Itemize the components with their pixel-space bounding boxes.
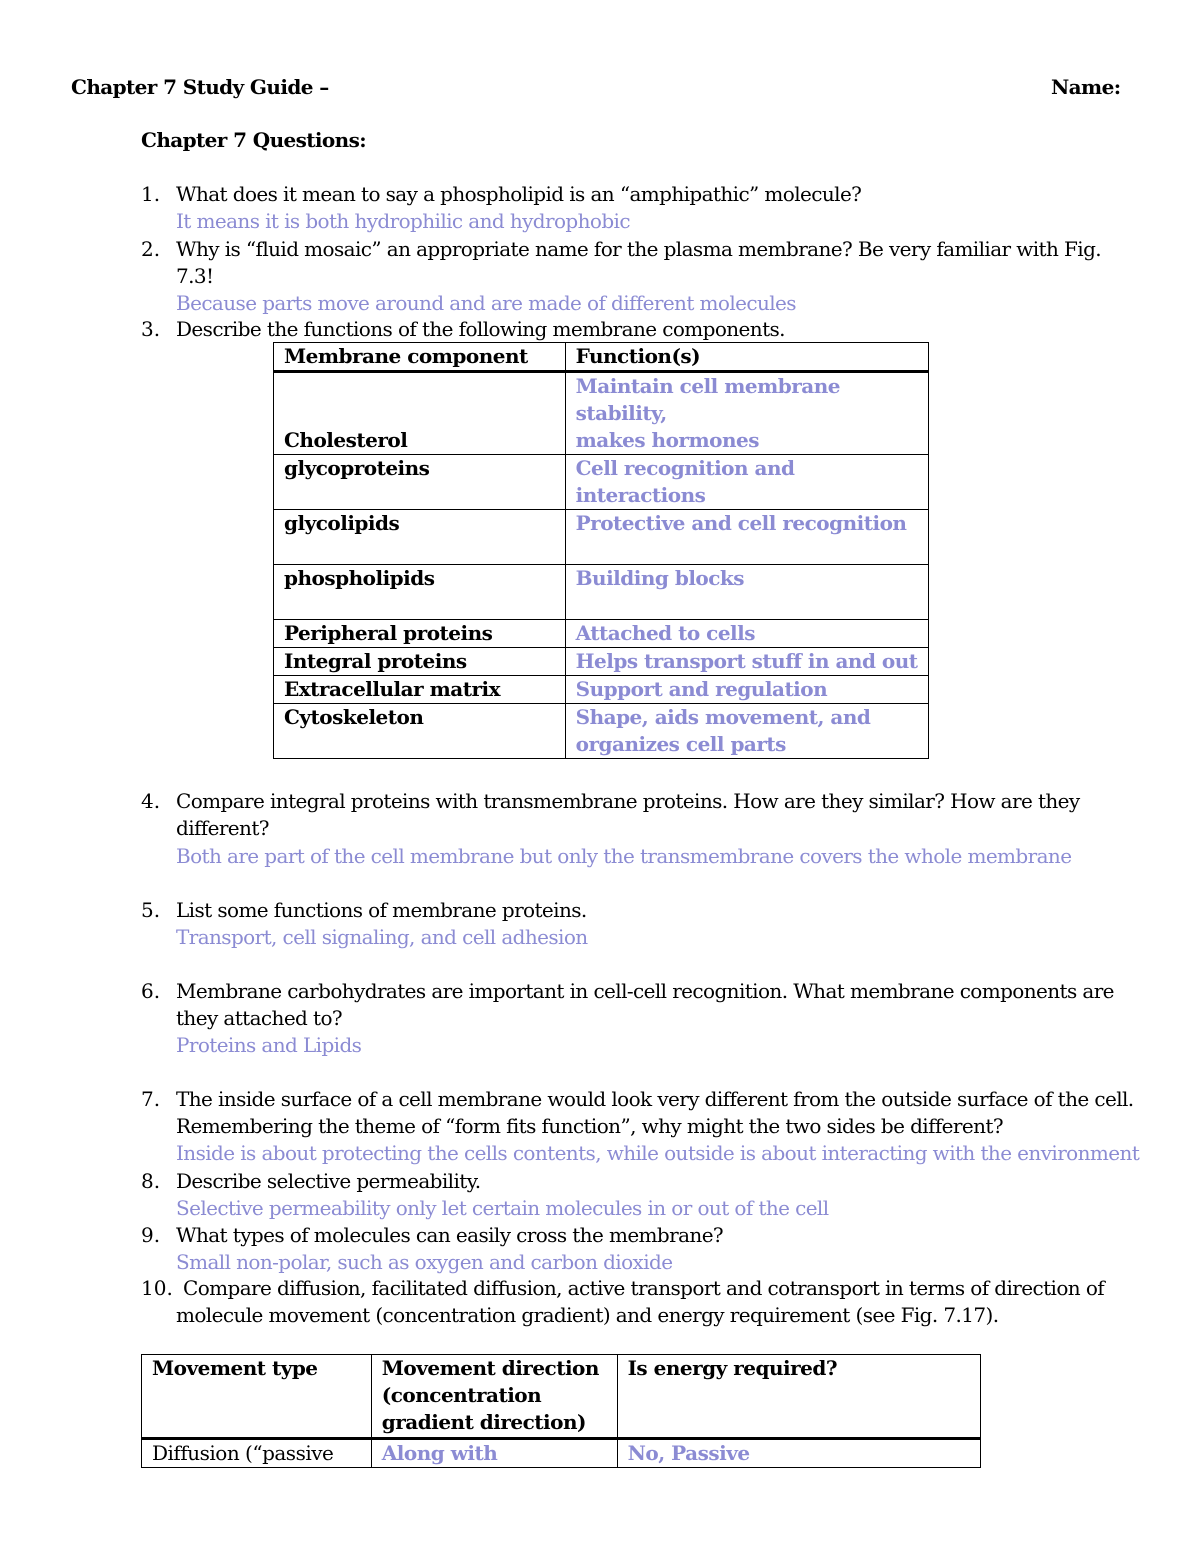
- question-text: What types of molecules can easily cross the membrane?: [176, 1223, 724, 1247]
- question-text: Describe the functions of the following membrane components.: [176, 317, 785, 341]
- question-number: 5.: [141, 898, 161, 922]
- column-header: Is energy required?: [617, 1355, 980, 1439]
- function-line: Maintain cell membrane stability,: [575, 374, 841, 425]
- header-line: (concentration: [381, 1383, 542, 1407]
- function-line: Shape, aids movement, and: [575, 705, 871, 729]
- answer-text: Transport, cell signaling, and cell adhesion: [176, 925, 588, 949]
- component-cell: Peripheral proteins: [274, 620, 566, 648]
- question-text: different?: [176, 816, 269, 840]
- table-row: [274, 620, 929, 648]
- answer-text: It means it is both hydrophilic and hydrophobic: [176, 209, 630, 233]
- movement-type-cell: Diffusion (“passive: [142, 1439, 372, 1468]
- table-row: [274, 455, 929, 510]
- table-header-row: [142, 1355, 981, 1439]
- function-cell: Helps transport stuff in and out: [565, 648, 928, 676]
- table-row: [274, 704, 929, 759]
- component-cell: glycolipids: [274, 510, 566, 565]
- question-number: 8.: [141, 1169, 161, 1193]
- question-text: Compare diffusion, facilitated diffusion, active transport and cotransport in terms of direction of: [183, 1276, 1105, 1300]
- question-text: Membrane carbohydrates are important in cell-cell recognition. What membrane components are: [176, 979, 1114, 1003]
- answer-text: Because parts move around and are made of different molecules: [176, 291, 796, 315]
- question-text: 7.3!: [176, 264, 214, 288]
- question-number: 3.: [141, 317, 161, 341]
- function-cell: Cell recognition and interactions: [565, 455, 928, 510]
- question-number: 4.: [141, 789, 161, 813]
- header-line: Movement direction: [381, 1356, 599, 1380]
- function-cell: [565, 704, 928, 759]
- component-cell: Integral proteins: [274, 648, 566, 676]
- document-title: Chapter 7 Study Guide –: [71, 75, 329, 99]
- function-cell: [565, 372, 928, 455]
- movement-type-table: [141, 1354, 981, 1468]
- section-title: Chapter 7 Questions:: [141, 128, 367, 152]
- question-number: 9.: [141, 1223, 161, 1247]
- column-header: Movement type: [142, 1355, 372, 1439]
- table-row: [274, 510, 929, 565]
- component-cell: Cytoskeleton: [274, 704, 566, 759]
- question-number: 7.: [141, 1087, 161, 1111]
- question-text: What does it mean to say a phospholipid is an “amphipathic” molecule?: [176, 182, 862, 206]
- function-cell: Attached to cells: [565, 620, 928, 648]
- table-row: [274, 676, 929, 704]
- answer-text: Selective permeability only let certain molecules in or out of the cell: [176, 1196, 829, 1220]
- function-line: makes hormones: [575, 428, 759, 452]
- table-row: [274, 372, 929, 455]
- question-text: Remembering the theme of “form fits function”, why might the two sides be different?: [176, 1114, 1003, 1138]
- question-number: 2.: [141, 237, 161, 261]
- column-header: Membrane component: [274, 343, 566, 372]
- name-label: Name:: [1051, 75, 1121, 99]
- table-row: [274, 648, 929, 676]
- question-text: Describe selective permeability.: [176, 1169, 481, 1193]
- question-text: they attached to?: [176, 1006, 343, 1030]
- function-line: organizes cell parts: [575, 732, 786, 756]
- answer-text: Proteins and Lipids: [176, 1033, 362, 1057]
- answer-text: Inside is about protecting the cells contents, while outside is about interacting with the environment: [176, 1141, 1140, 1165]
- question-number: 10.: [141, 1276, 173, 1300]
- function-cell: Building blocks: [565, 565, 928, 620]
- question-text: The inside surface of a cell membrane would look very different from the outside surface of the cell.: [176, 1087, 1134, 1111]
- table-header-row: [274, 343, 929, 372]
- membrane-components-table: [273, 342, 929, 759]
- component-cell: phospholipids: [274, 565, 566, 620]
- table-row: [142, 1439, 981, 1468]
- question-text: Compare integral proteins with transmembrane proteins. How are they similar? How are they: [176, 789, 1080, 813]
- question-text: molecule movement (concentration gradient) and energy requirement (see Fig. 7.17).: [176, 1303, 999, 1327]
- component-cell: Extracellular matrix: [274, 676, 566, 704]
- table-row: [274, 565, 929, 620]
- column-header: [371, 1355, 617, 1439]
- header-line: gradient direction): [381, 1410, 586, 1434]
- function-cell: Protective and cell recognition: [565, 510, 928, 565]
- function-cell: Support and regulation: [565, 676, 928, 704]
- movement-direction-cell: Along with: [371, 1439, 617, 1468]
- question-number: 6.: [141, 979, 161, 1003]
- answer-text: Both are part of the cell membrane but only the transmembrane covers the whole membrane: [176, 844, 1072, 868]
- component-cell: Cholesterol: [274, 372, 566, 455]
- column-header: Function(s): [565, 343, 928, 372]
- question-text: Why is “fluid mosaic” an appropriate name for the plasma membrane? Be very familiar with Fig.: [176, 237, 1102, 261]
- component-cell: glycoproteins: [274, 455, 566, 510]
- question-text: List some functions of membrane proteins.: [176, 898, 587, 922]
- question-number: 1.: [141, 182, 161, 206]
- answer-text: Small non-polar, such as oxygen and carbon dioxide: [176, 1250, 673, 1274]
- energy-required-cell: No, Passive: [617, 1439, 980, 1468]
